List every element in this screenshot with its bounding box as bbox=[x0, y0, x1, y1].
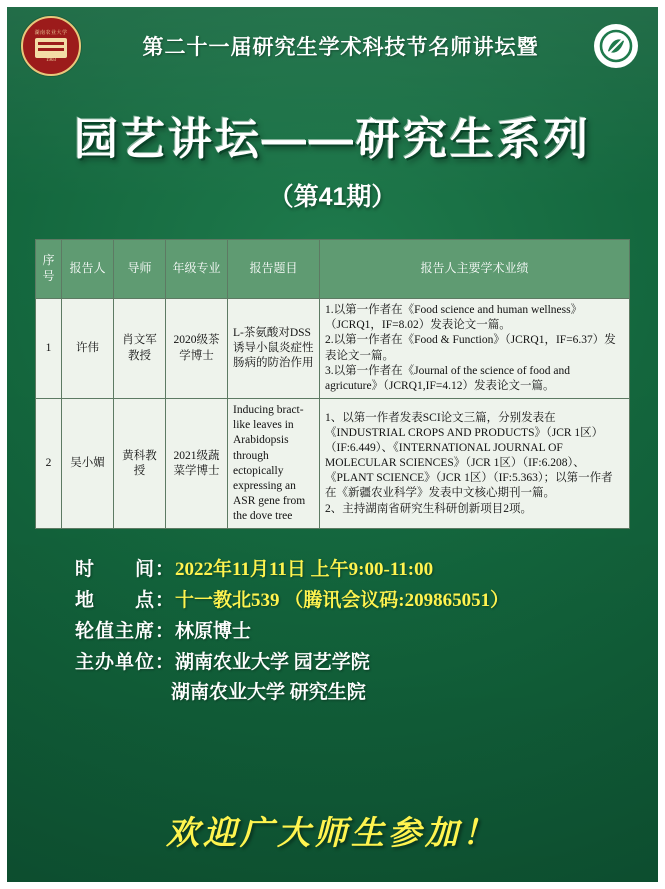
cell-no: 2 bbox=[36, 399, 62, 529]
column-header-topic: 报告题目 bbox=[228, 240, 320, 299]
schedule-table-wrapper bbox=[35, 239, 630, 529]
info-row-place bbox=[75, 586, 658, 617]
column-header-no: 序号 bbox=[36, 240, 62, 299]
achievement-line: 1.以第一作者在《Food science and human wellness》（JCRQ1，IF=8.02）发表论文一篇。 bbox=[325, 304, 583, 332]
table-row bbox=[36, 299, 630, 399]
info-value-organizer-2: 湖南农业大学 研究生院 bbox=[171, 682, 366, 704]
cell-grade-major: 2020级茶学博士 bbox=[166, 299, 228, 399]
info-value-organizer-1: 湖南农业大学 园艺学院 bbox=[175, 651, 370, 673]
poster-background bbox=[7, 7, 658, 882]
emblem-gate-shape bbox=[35, 38, 67, 58]
table-row bbox=[36, 399, 630, 529]
table-header-row bbox=[36, 240, 630, 299]
emblem-top-text: 湖南农业大学 bbox=[34, 30, 68, 36]
cell-tutor: 肖文军教授 bbox=[114, 299, 166, 399]
title-block bbox=[7, 103, 658, 213]
cell-topic: Inducing bract-like leaves in Arabidopsis through ectopically expressing an ASR gene from the dove tree bbox=[228, 399, 320, 529]
cell-tutor: 黄科教授 bbox=[114, 399, 166, 529]
hunan-agricultural-university-emblem-icon bbox=[21, 16, 81, 76]
info-row-time bbox=[75, 555, 658, 586]
column-header-speaker: 报告人 bbox=[62, 240, 114, 299]
cell-grade-major: 2021级蔬菜学博士 bbox=[166, 399, 228, 529]
emblem-year-text: 1903 bbox=[46, 57, 56, 63]
column-header-grade-major: 年级专业 bbox=[166, 240, 228, 299]
info-label-place: 地 点： bbox=[75, 590, 176, 612]
info-row-chair bbox=[75, 617, 658, 648]
cell-speaker: 吴小媚 bbox=[62, 399, 114, 529]
event-info bbox=[7, 555, 658, 709]
cell-achievements bbox=[320, 399, 630, 529]
achievement-line: 2.以第一作者在《Food & Function》（JCRQ1，IF=6.37）发表论文一篇。 bbox=[325, 334, 616, 362]
info-value-time: 2022年11月11日 上午9:00-11:00 bbox=[175, 559, 434, 581]
info-value-place: 十一教北539 （腾讯会议码:209865051） bbox=[175, 590, 510, 612]
achievement-line: 2、主持湖南省研究生科研创新项目2项。 bbox=[325, 502, 532, 515]
poster-header bbox=[7, 7, 658, 85]
info-row-organizer bbox=[75, 648, 658, 679]
info-row-organizer-second bbox=[75, 678, 658, 709]
info-label-chair: 轮值主席： bbox=[75, 620, 176, 642]
graduate-school-logo-icon bbox=[594, 24, 638, 68]
info-value-chair: 林原博士 bbox=[175, 620, 252, 642]
achievement-line: 1、以第一作者发表SCI论文三篇，分别发表在《INDUSTRIAL CROPS AND PRODUCTS》（JCR 1区）（IF:6.449）、《INTERNATIONAL JOURNAL OF MOLECULAR SCIENCES》（JCR 1区）（IF:6.208）、《PLANT SCIENCE》（JCR 1区）（IF:5.363）；以第一作者在《新疆农业科学》发表中文核心期刊一篇。 bbox=[325, 411, 613, 500]
cell-speaker: 许伟 bbox=[62, 299, 114, 399]
column-header-achievements: 报告人主要学术业绩 bbox=[320, 240, 630, 299]
info-label-time: 时 间： bbox=[75, 559, 176, 581]
achievement-line: 3.以第一作者在《Journal of the science of food and agricuture》（JCRQ1,IF=4.12）发表论文一篇。 bbox=[325, 364, 570, 392]
main-title: 园艺讲坛——研究生系列 bbox=[74, 115, 591, 164]
cell-no: 1 bbox=[36, 299, 62, 399]
cell-achievements bbox=[320, 299, 630, 399]
sub-title: （第41期） bbox=[268, 183, 397, 211]
header-title: 第二十一届研究生学术科技节名师讲坛暨 bbox=[142, 35, 539, 59]
welcome-slogan: 欢迎广大师生参加！ bbox=[166, 814, 499, 851]
column-header-tutor: 导师 bbox=[114, 240, 166, 299]
info-label-organizer: 主办单位： bbox=[75, 651, 176, 673]
schedule-table bbox=[35, 239, 630, 529]
cell-topic: L-茶氨酸对DSS诱导小鼠炎症性肠病的防治作用 bbox=[228, 299, 320, 399]
